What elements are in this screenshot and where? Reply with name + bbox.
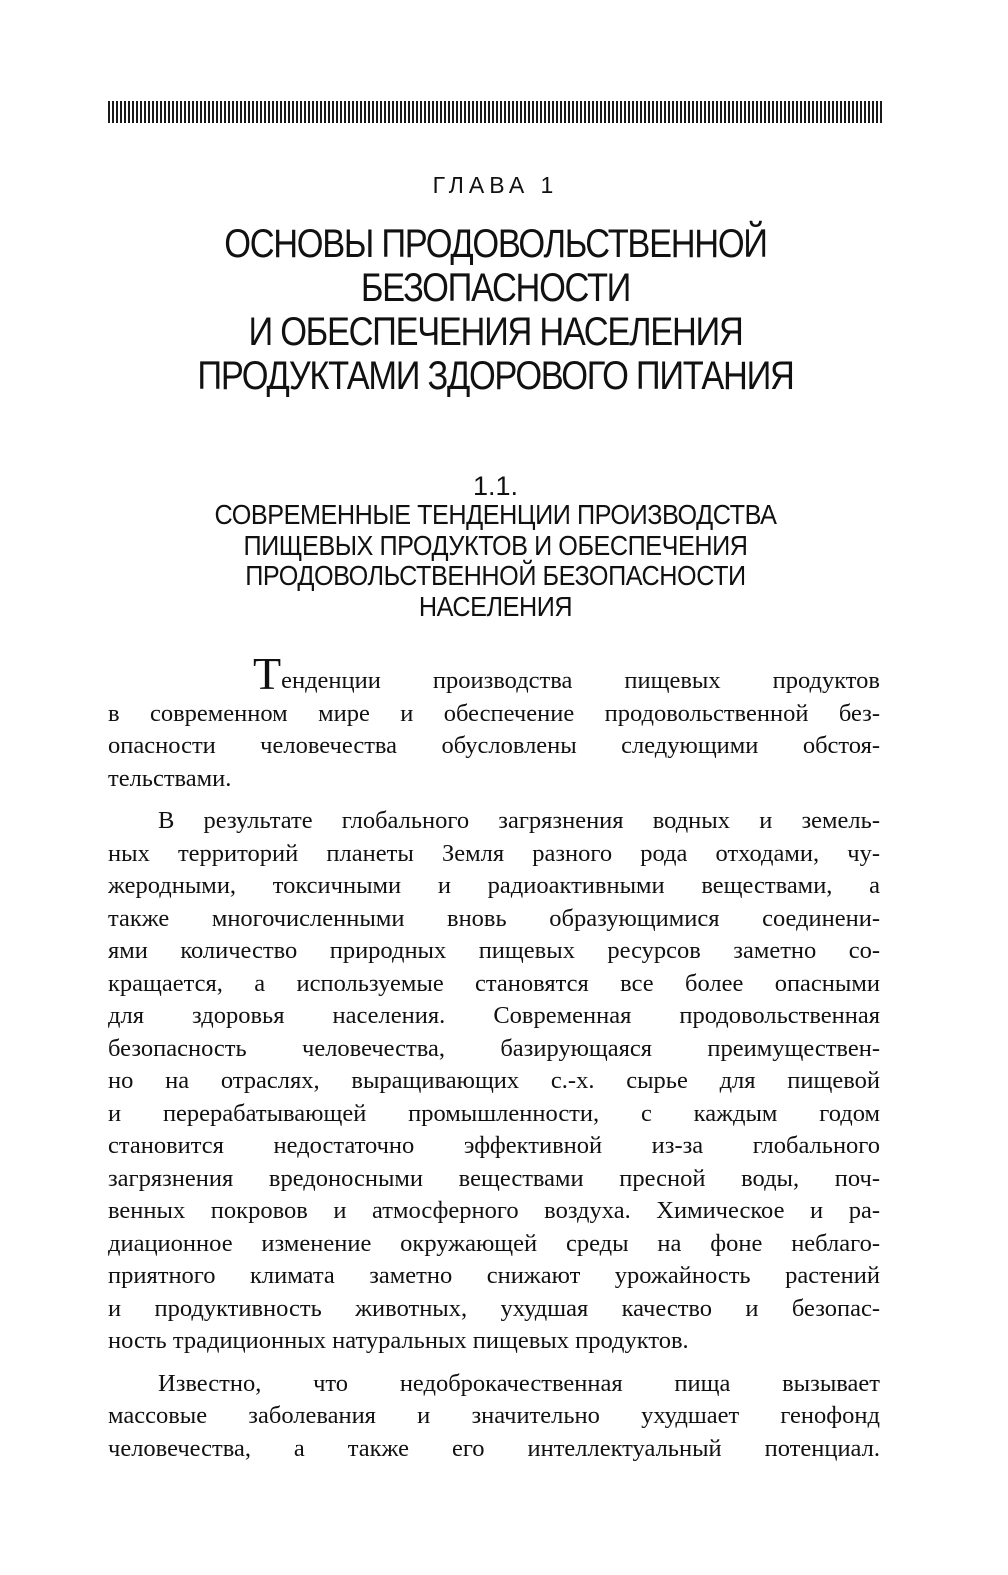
section-number: 1.1.	[472, 471, 519, 501]
text-line-content: енденции производства пищевых продуктов	[281, 667, 880, 694]
section-title-line: НАСЕЛЕНИЯ	[418, 590, 573, 622]
paragraph-1	[108, 648, 880, 795]
text-line: диационное изменение окружающей среды на фоне неблаго-	[108, 1229, 880, 1257]
paragraph-3	[108, 1368, 880, 1466]
text-line: массовые заболевания и значительно ухудшает генофонд	[108, 1402, 880, 1429]
section-title-line: ПИЩЕВЫХ ПРОДУКТОВ И ОБЕСПЕЧЕНИЯ	[243, 529, 748, 561]
decorative-header-rule	[108, 101, 883, 123]
text-line: и перерабатывающей промышленности, с каждым годом	[108, 1099, 880, 1127]
text-line: Известно, что недоброкачественная пища вызывает	[158, 1369, 880, 1397]
text-line: для здоровья населения. Современная продовольственная	[108, 1002, 880, 1029]
text-line: кращается, а используемые становятся все более опасными	[108, 969, 880, 997]
text-line	[108, 648, 880, 699]
text-line: тельствами.	[108, 764, 232, 792]
drop-cap: Т	[253, 648, 282, 699]
text-line: загрязнения вредоносными веществами пресной воды, поч-	[108, 1164, 880, 1192]
text-line: в современном мире и обеспечение продовольственной без-	[108, 699, 880, 727]
section-title	[147, 500, 845, 622]
text-line: человечества, а также его интеллектуальный потенциал.	[108, 1434, 880, 1462]
text-line: ность традиционных натуральных пищевых продуктов.	[108, 1327, 689, 1354]
body-text	[108, 648, 880, 1465]
chapter-title-line: ПРОДУКТАМИ ЗДОРОВОГО ПИТАНИЯ	[197, 354, 794, 398]
chapter-title-line: И ОБЕСПЕЧЕНИЯ НАСЕЛЕНИЯ	[248, 310, 743, 354]
chapter-title-line: БЕЗОПАСНОСТИ	[360, 266, 631, 310]
text-line: становится недостаточно эффективной из-за глобального	[108, 1132, 880, 1159]
chapter-title	[162, 222, 829, 398]
text-line: жеродными, токсичными и радиоактивными веществами, а	[108, 872, 880, 899]
text-line: опасности человечества обусловлены следующими обстоя-	[108, 732, 880, 759]
text-line: но на отраслях, выращивающих с.-х. сырье для пищевой	[108, 1067, 880, 1094]
chapter-label: ГЛАВА 1	[432, 172, 559, 198]
text-line: венных покровов и атмосферного воздуха. Химическое и ра-	[108, 1197, 880, 1224]
text-line: ных территорий планеты Земля разного рода отходами, чу-	[108, 839, 880, 867]
text-line: ями количество природных пищевых ресурсов заметно со-	[108, 937, 880, 964]
text-line: безопасность человечества, базирующаяся преимуществен-	[108, 1034, 880, 1062]
chapter-title-line: ОСНОВЫ ПРОДОВОЛЬСТВЕННОЙ	[224, 222, 767, 266]
text-line: также многочисленными вновь образующимися соединени-	[108, 904, 880, 932]
text-line: В результате глобального загрязнения водных и земель-	[158, 807, 880, 834]
text-line: и продуктивность животных, ухудшая качество и безопас-	[108, 1294, 880, 1322]
section-title-line: ПРОДОВОЛЬСТВЕННОЙ БЕЗОПАСНОСТИ	[245, 560, 746, 591]
paragraph-2	[108, 805, 880, 1358]
text-line: приятного климата заметно снижают урожайность растений	[108, 1262, 880, 1289]
section-title-line: СОВРЕМЕННЫЕ ТЕНДЕНЦИИ ПРОИЗВОДСТВА	[214, 499, 777, 530]
